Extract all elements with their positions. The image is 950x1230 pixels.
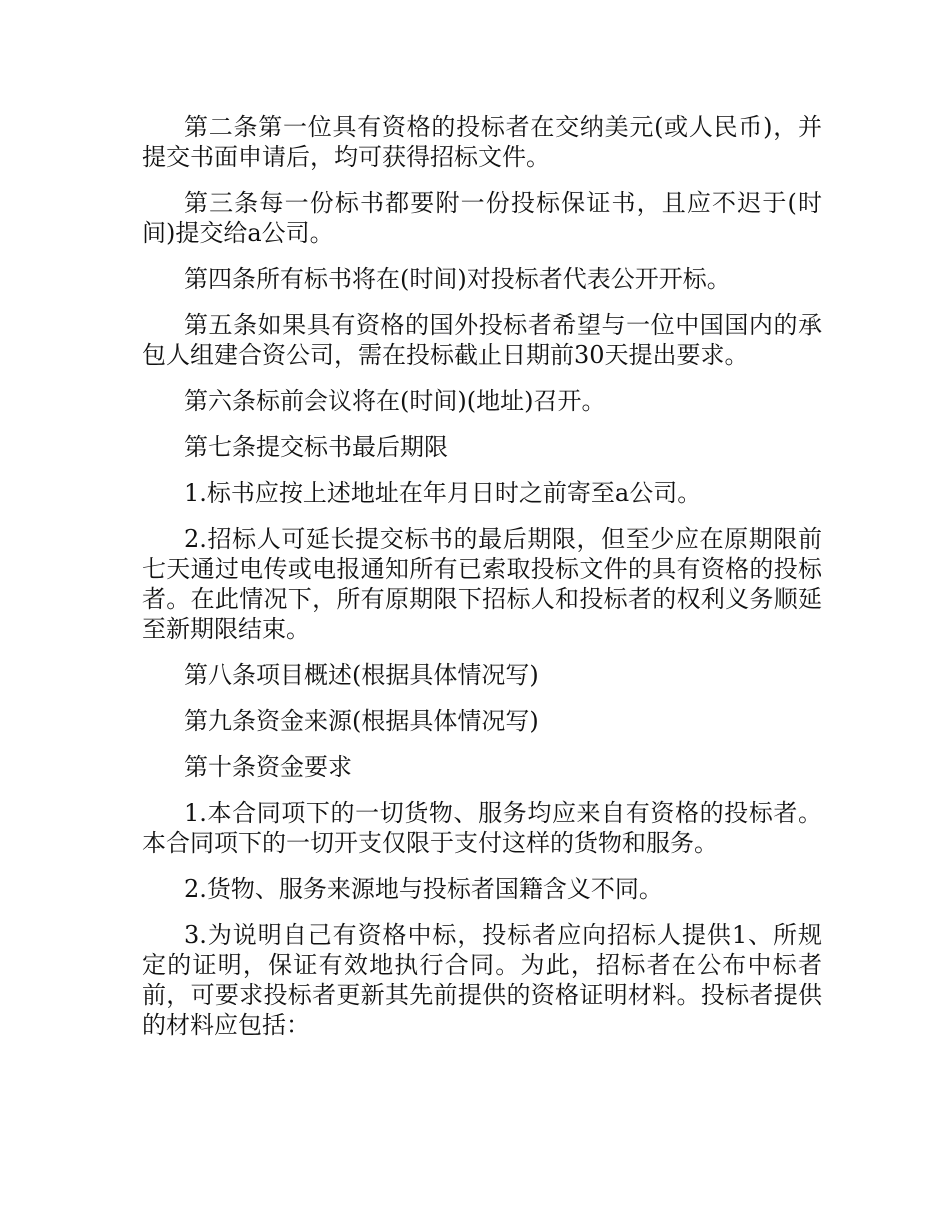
paragraph-article-9: 第九条资金来源(根据具体情况写) [184,707,539,735]
paragraph-article-7-heading: 第七条提交标书最后期限 [184,433,448,461]
paragraph-article-3: 第三条每一份标书都要附一份投标保证书，且应不迟于(时间)提交给a公司。 [142,189,822,247]
paragraph-article-7-item-2: 2.招标人可延长提交标书的最后期限，但至少应在原期限前七天通过电传或电报通知所有已索取投标文件的具有资格的投标者。在此情况下，所有原期限下招标人和投标者的权利义务顺延至新期限结束。 [142,525,822,643]
paragraph-article-4: 第四条所有标书将在(时间)对投标者代表公开开标。 [184,265,731,293]
paragraph-article-10-item-1: 1.本合同项下的一切货物、服务均应来自有资格的投标者。本合同项下的一切开支仅限于支付这样的货物和服务。 [142,799,822,857]
paragraph-article-8: 第八条项目概述(根据具体情况写) [184,661,539,689]
paragraph-article-2: 第二条第一位具有资格的投标者在交纳美元(或人民币)，并提交书面申请后，均可获得招标文件。 [142,113,822,171]
paragraph-article-10-item-2: 2.货物、服务来源地与投标者国籍含义不同。 [184,875,663,903]
paragraph-article-6: 第六条标前会议将在(时间)(地址)召开。 [184,387,606,415]
paragraph-article-5: 第五条如果具有资格的国外投标者希望与一位中国国内的承包人组建合资公司，需在投标截止日期前30天提出要求。 [142,311,822,369]
document-body [142,112,822,1056]
paragraph-article-7-item-1: 1.标书应按上述地址在年月日时之前寄至a公司。 [184,479,702,507]
paragraph-article-10-item-3: 3.为说明自己有资格中标，投标者应向招标人提供1、所规定的证明，保证有效地执行合同。为此，招标者在公布中标者前，可要求投标者更新其先前提供的资格证明材料。投标者提供的材料应包括： [142,921,822,1039]
paragraph-article-10-heading: 第十条资金要求 [184,753,352,781]
